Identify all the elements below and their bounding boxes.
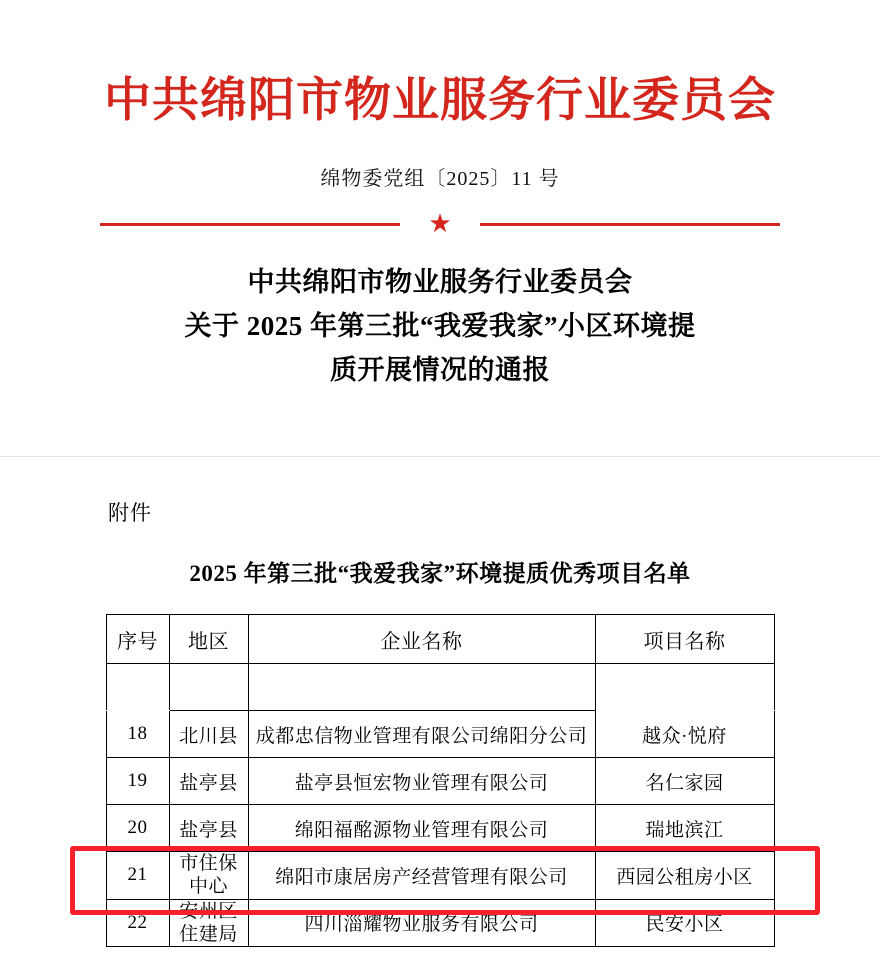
cell-project: 越众·悦府 <box>595 711 774 758</box>
cell-no: 20 <box>106 805 169 852</box>
cell-company: 盐亭县恒宏物业管理有限公司 <box>248 758 595 805</box>
table-row <box>106 899 774 946</box>
attachment-title: 2025 年第三批“我爱我家”环境提质优秀项目名单 <box>189 561 691 587</box>
cell-no: 21 <box>106 852 169 899</box>
divider-line-left <box>100 223 400 226</box>
attachment-label: 附件 <box>108 501 152 526</box>
document-number: 绵物委党组〔2025〕11 号 <box>320 168 560 191</box>
cell-no: 22 <box>106 899 169 946</box>
project-list-table-wrap <box>0 614 880 947</box>
cell-area: 盐亭县 <box>169 758 248 805</box>
heading-line-1: 中共绵阳市物业服务行业委员会 <box>247 267 633 298</box>
cell-area-line2: 中心 <box>188 876 228 898</box>
column-header-company: 企业名称 <box>248 615 595 664</box>
cell-area <box>169 899 248 946</box>
cell-area: 北川县 <box>169 711 248 758</box>
project-list-table <box>106 614 775 947</box>
spacer-cell <box>169 664 248 711</box>
heading-line-2: 关于 2025 年第三批“我爱我家”小区环境提 <box>184 310 696 341</box>
cell-area-line2: 住建局 <box>179 923 238 945</box>
cell-area-line1: 安州区 <box>179 900 238 922</box>
masthead <box>0 0 880 191</box>
cell-company: 绵阳市康居房产经营管理有限公司 <box>248 852 595 899</box>
cell-project: 西园公租房小区 <box>595 852 774 899</box>
heading-line-3: 质开展情况的通报 <box>330 354 550 385</box>
page-separator <box>0 456 880 475</box>
spacer-cell <box>595 664 774 711</box>
column-header-project: 项目名称 <box>595 615 774 664</box>
table-row <box>106 758 774 805</box>
cell-project: 民安小区 <box>595 899 774 946</box>
cell-company: 绵阳福酩源物业管理有限公司 <box>248 805 595 852</box>
table-spacer-row <box>106 664 774 711</box>
cell-area: 盐亭县 <box>169 805 248 852</box>
document-heading <box>0 261 880 392</box>
attachment-section <box>0 497 880 588</box>
red-divider-rule <box>100 209 780 239</box>
divider-line-right <box>480 223 780 226</box>
cell-company: 成都忠信物业管理有限公司绵阳分公司 <box>248 711 595 758</box>
cell-area <box>169 852 248 899</box>
table-row-highlighted <box>106 852 774 899</box>
cell-area-line1: 市住保 <box>179 853 238 875</box>
cell-no: 19 <box>106 758 169 805</box>
cell-no: 18 <box>106 711 169 758</box>
cell-company: 四川淄耀物业服务有限公司 <box>248 899 595 946</box>
spacer-cell <box>106 664 169 711</box>
table-header-row <box>106 615 774 664</box>
table-row <box>106 711 774 758</box>
table-row <box>106 805 774 852</box>
star-icon: ★ <box>428 209 452 239</box>
column-header-area: 地区 <box>169 615 248 664</box>
cell-project: 名仁家园 <box>595 758 774 805</box>
column-header-no: 序号 <box>106 615 169 664</box>
cell-project: 瑞地滨江 <box>595 805 774 852</box>
organization-title: 中共绵阳市物业服务行业委员会 <box>104 75 776 127</box>
spacer-cell <box>248 664 595 711</box>
